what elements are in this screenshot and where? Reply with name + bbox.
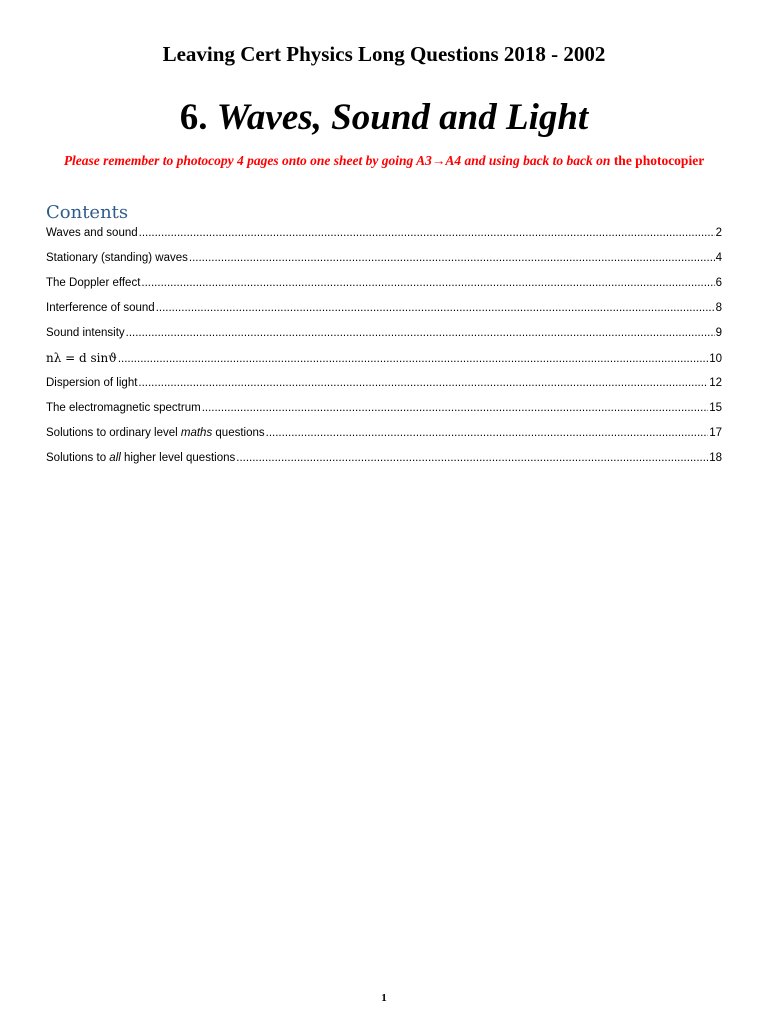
toc-leader [138, 374, 708, 393]
toc-entry-label[interactable]: Sound intensity [46, 327, 125, 339]
document-title: Leaving Cert Physics Long Questions 2018 - 2002 [162, 42, 606, 66]
toc-leader [126, 324, 715, 343]
table-of-contents [46, 224, 722, 474]
toc-page-number[interactable]: 2 [715, 227, 722, 239]
toc-entry-label[interactable]: The electromagnetic spectrum [46, 402, 201, 414]
notice-tail: the photocopier [613, 153, 705, 168]
toc-page-number[interactable]: 10 [709, 353, 722, 365]
toc-entry-doppler-effect[interactable] [46, 274, 722, 299]
photocopy-notice [0, 153, 768, 169]
contents-heading: Contents [46, 202, 129, 223]
toc-leader [266, 424, 709, 443]
chapter-name: Waves, Sound and Light [216, 97, 589, 138]
toc-entry-label[interactable]: Solutions to all higher level questions [46, 452, 236, 464]
toc-entry-label[interactable]: Stationary (standing) waves [46, 252, 188, 264]
chapter-number: 6. [179, 97, 208, 138]
page-number: 1 [381, 992, 387, 1004]
toc-leader [189, 249, 715, 268]
toc-leader [156, 299, 715, 318]
toc-entry-label[interactable]: Waves and sound [46, 227, 138, 239]
toc-leader [139, 224, 715, 243]
toc-entry-stationary-waves[interactable] [46, 249, 722, 274]
toc-page-number[interactable]: 6 [715, 277, 722, 289]
toc-page-number[interactable]: 17 [709, 427, 722, 439]
toc-leader [141, 274, 714, 293]
notice-text: Please remember to photocopy 4 pages onto one sheet by going A3→A4 and using back to back on [63, 153, 614, 168]
toc-page-number[interactable]: 9 [715, 327, 722, 339]
toc-page-number[interactable]: 15 [709, 402, 722, 414]
toc-page-number[interactable]: 12 [709, 377, 722, 389]
toc-entry-label[interactable]: Dispersion of light [46, 377, 138, 389]
toc-entry-label[interactable]: The Doppler effect [46, 277, 141, 289]
toc-entry-dispersion-of-light[interactable] [46, 374, 722, 399]
toc-entry-label[interactable]: nλ = d sinϑ [46, 351, 117, 365]
chapter-title [0, 96, 768, 139]
toc-entry-label[interactable]: Solutions to ordinary level maths questions [46, 427, 265, 439]
toc-leader [202, 399, 709, 418]
toc-entry-electromagnetic-spectrum[interactable] [46, 399, 722, 424]
toc-entry-interference-of-sound[interactable] [46, 299, 722, 324]
toc-entry-higher-level-solutions[interactable] [46, 449, 722, 474]
toc-page-number[interactable]: 4 [715, 252, 722, 264]
toc-entry-grating-equation[interactable] [46, 349, 722, 374]
toc-page-number[interactable]: 8 [715, 302, 722, 314]
toc-entry-sound-intensity[interactable] [46, 324, 722, 349]
toc-entry-ordinary-level-solutions[interactable] [46, 424, 722, 449]
toc-entry-waves-and-sound[interactable] [46, 224, 722, 249]
toc-leader [236, 449, 708, 468]
toc-page-number[interactable]: 18 [709, 452, 722, 464]
toc-entry-label[interactable]: Interference of sound [46, 302, 155, 314]
toc-leader [118, 350, 708, 369]
